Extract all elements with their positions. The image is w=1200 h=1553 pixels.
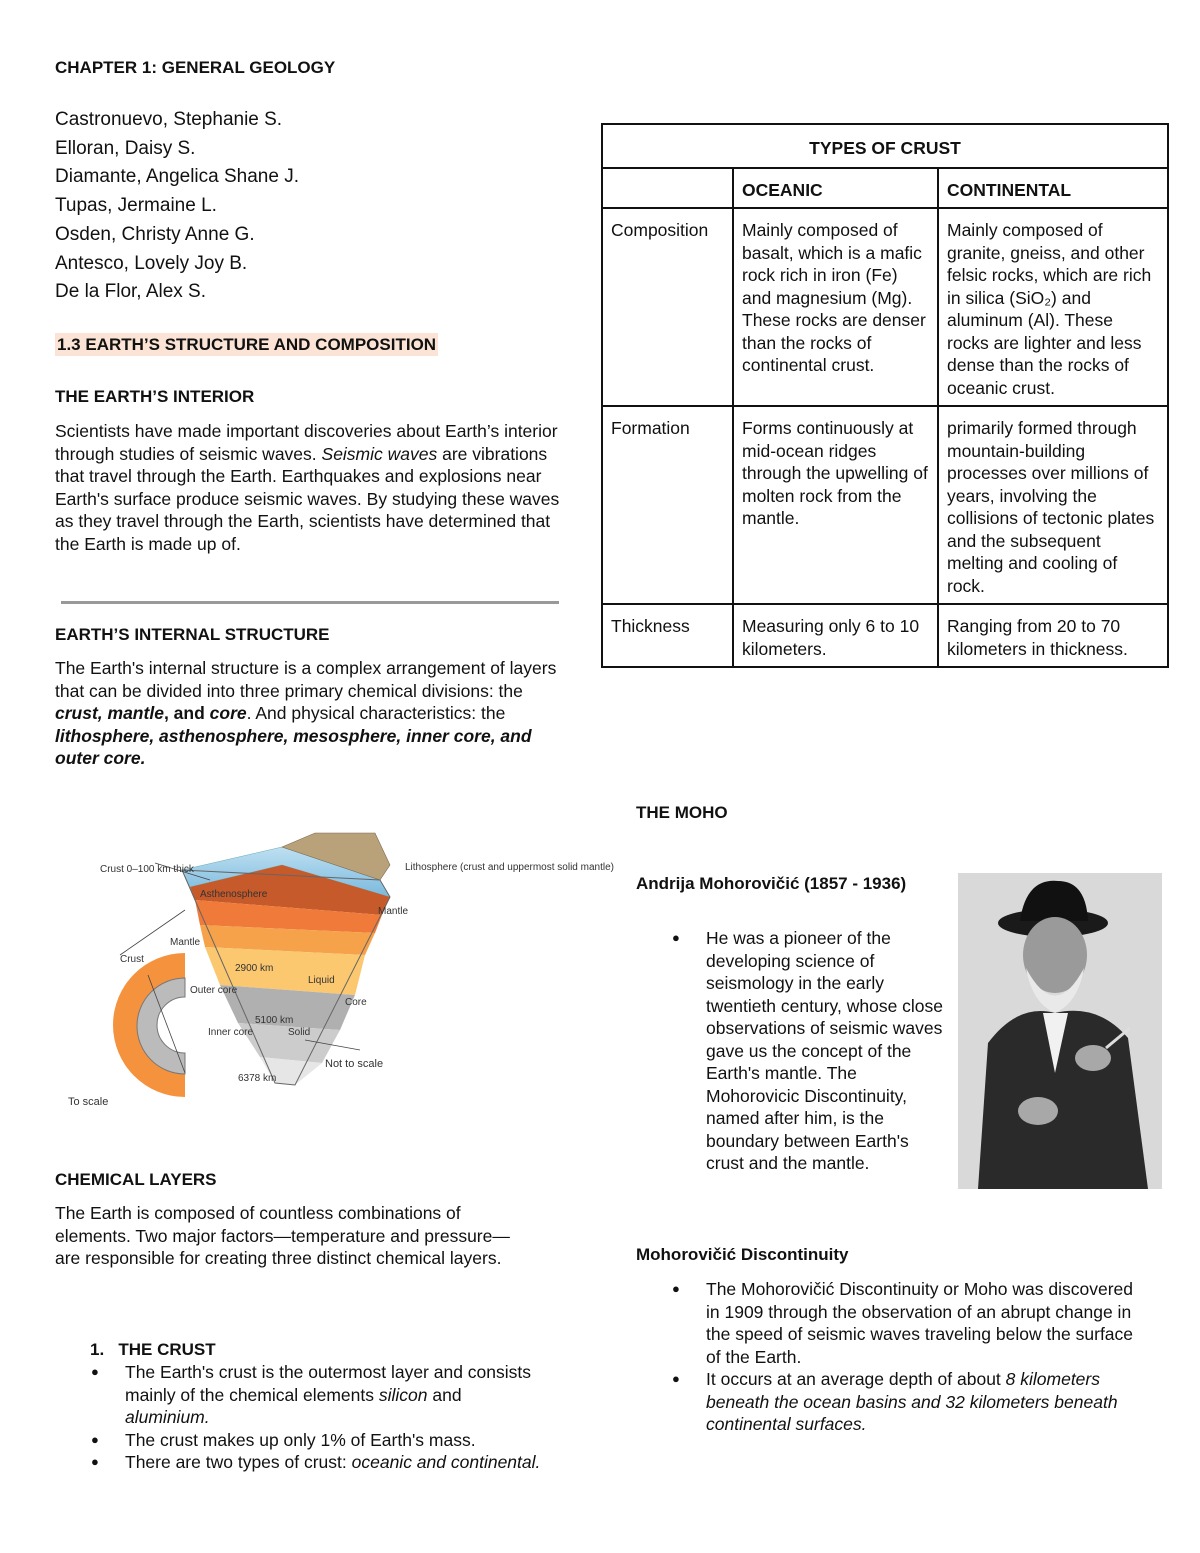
list-item: ● The crust makes up only 1% of Earth's mass.	[75, 1429, 550, 1452]
divider	[61, 601, 559, 604]
crust-bullet-list	[75, 1361, 550, 1474]
row-label: Formation	[602, 406, 733, 604]
earth-structure-diagram	[60, 825, 614, 1115]
cell-continental: Mainly composed of granite, gneiss, and other felsic rocks, which are rich in silica (SiO₂) and aluminum (Al). These rocks are lighter and less dense than the rocks of oceanic crust.	[938, 208, 1168, 406]
list-item: ● It occurs at an average depth of about 8 kilometers beneath the ocean basins and 32 kilometers beneath continental surfaces.	[656, 1368, 1151, 1436]
label-inner-core: Inner core	[208, 1027, 254, 1038]
chemical-paragraph: The Earth is composed of countless combinations of elements. Two major factors—temperature and pressure—are responsible for creating three distinct chemical layers.	[55, 1203, 510, 1268]
row-label: Thickness	[602, 604, 733, 667]
cell-continental: Ranging from 20 to 70 kilometers in thickness.	[938, 604, 1168, 667]
cell-oceanic: Forms continuously at mid-ocean ridges through the upwelling of molten rock from the mantle.	[733, 406, 938, 604]
wedge-cross-section	[182, 833, 390, 1085]
moho-discontinuity-heading: Mohorovičić Discontinuity	[636, 1245, 849, 1264]
crust-item-title: 1. THE CRUST	[90, 1340, 216, 1359]
internal-paragraph: The Earth's internal structure is a complex arrangement of layers that can be divided into three primary chemical divisions: the crust, mantle, and core. And physical characteristics: the lithosphere, asthenosphere, mesosphere, inner core, and outer core.	[55, 658, 557, 768]
person-name: Andrija Mohorovičić (1857 - 1936)	[636, 874, 907, 893]
table-header-continental: CONTINENTAL	[938, 168, 1168, 209]
row-label: Composition	[602, 208, 733, 406]
crust-types-table	[601, 123, 1169, 668]
cell-oceanic: Mainly composed of basalt, which is a mafic rock rich in iron (Fe) and magnesium (Mg). These rocks are denser than the rocks of continental crust.	[733, 208, 938, 406]
interior-paragraph: Scientists have made important discoveries about Earth’s interior through studies of seismic waves. Seismic waves are vibrations that travel through the Earth. Earthquakes and explosions near Earth's surface produce seismic waves. By studying these waves as they travel through the Earth, scientists have determined that the Earth is made up of.	[55, 421, 560, 554]
author-name: Castronuevo, Stephanie S.	[55, 109, 283, 130]
label-liquid: Liquid	[308, 975, 335, 986]
bio-list	[656, 927, 951, 1175]
label-core: Core	[345, 997, 367, 1008]
table-row	[602, 604, 1168, 667]
label-2900km: 2900 km	[235, 963, 274, 974]
table-row	[602, 208, 1168, 406]
interior-heading: THE EARTH’S INTERIOR	[55, 387, 255, 406]
discontinuity-list	[656, 1278, 1151, 1436]
author-name: Elloran, Daisy S.	[55, 137, 196, 159]
label-5100km: 5100 km	[255, 1015, 294, 1026]
author-name: Osden, Christy Anne G.	[55, 223, 255, 245]
list-item: ● The Earth's crust is the outermost layer and consists mainly of the chemical elements silicon and aluminium.	[75, 1361, 550, 1429]
chemical-heading: CHEMICAL LAYERS	[55, 1170, 217, 1189]
label-mantle-right: Mantle	[378, 906, 409, 917]
section-title: 1.3 EARTH’S STRUCTURE AND COMPOSITION	[57, 335, 437, 354]
cell-continental: primarily formed through mountain-building processes over millions of years, involving the collisions of tectonic plates and the subsequent melting and cooling of rock.	[938, 406, 1168, 604]
label-mantle-left: Mantle	[170, 937, 201, 948]
list-item: ● There are two types of crust: oceanic and continental.	[75, 1451, 550, 1474]
table-header-empty	[602, 168, 733, 209]
label-solid: Solid	[288, 1027, 311, 1038]
label-not-to-scale: Not to scale	[325, 1058, 384, 1070]
label-outer-core: Outer core	[190, 985, 238, 996]
author-name: Diamante, Angelica Shane J.	[55, 166, 299, 188]
author-name: Antesco, Lovely Joy B.	[55, 252, 248, 274]
internal-heading: EARTH’S INTERNAL STRUCTURE	[55, 625, 330, 644]
label-6378km: 6378 km	[238, 1073, 277, 1084]
label-crust: Crust	[120, 954, 144, 965]
label-to-scale: To scale	[68, 1096, 109, 1108]
list-item: ● He was a pioneer of the developing science of seismology in the early twentieth century, whose close observations of seismic waves gave us the concept of the Earth's mantle. The Mohorovicic Discontinuity, named after him, is the boundary between Earth's crust and the mantle.	[656, 927, 951, 1175]
author-name: De la Flor, Alex S.	[55, 281, 207, 303]
cell-oceanic: Measuring only 6 to 10 kilometers.	[733, 604, 938, 667]
chapter-title: CHAPTER 1: GENERAL GEOLOGY	[55, 58, 336, 77]
author-list	[55, 106, 299, 307]
label-crust-thickness: Crust 0–100 km thick	[100, 864, 194, 875]
label-lithosphere: Lithosphere (crust and uppermost solid mantle)	[405, 862, 614, 873]
moho-heading: THE MOHO	[636, 803, 728, 822]
author-name: Tupas, Jermaine L.	[55, 195, 217, 217]
table-row	[602, 406, 1168, 604]
table-title: TYPES OF CRUST	[602, 124, 1168, 168]
table-header-oceanic: OCEANIC	[733, 168, 938, 209]
label-asthenosphere: Asthenosphere	[200, 889, 268, 900]
mohorovicic-portrait	[958, 873, 1162, 1189]
list-item: ● The Mohorovičić Discontinuity or Moho was discovered in 1909 through the observation of an abrupt change in the speed of seismic waves traveling below the surface of the Earth.	[656, 1278, 1151, 1368]
